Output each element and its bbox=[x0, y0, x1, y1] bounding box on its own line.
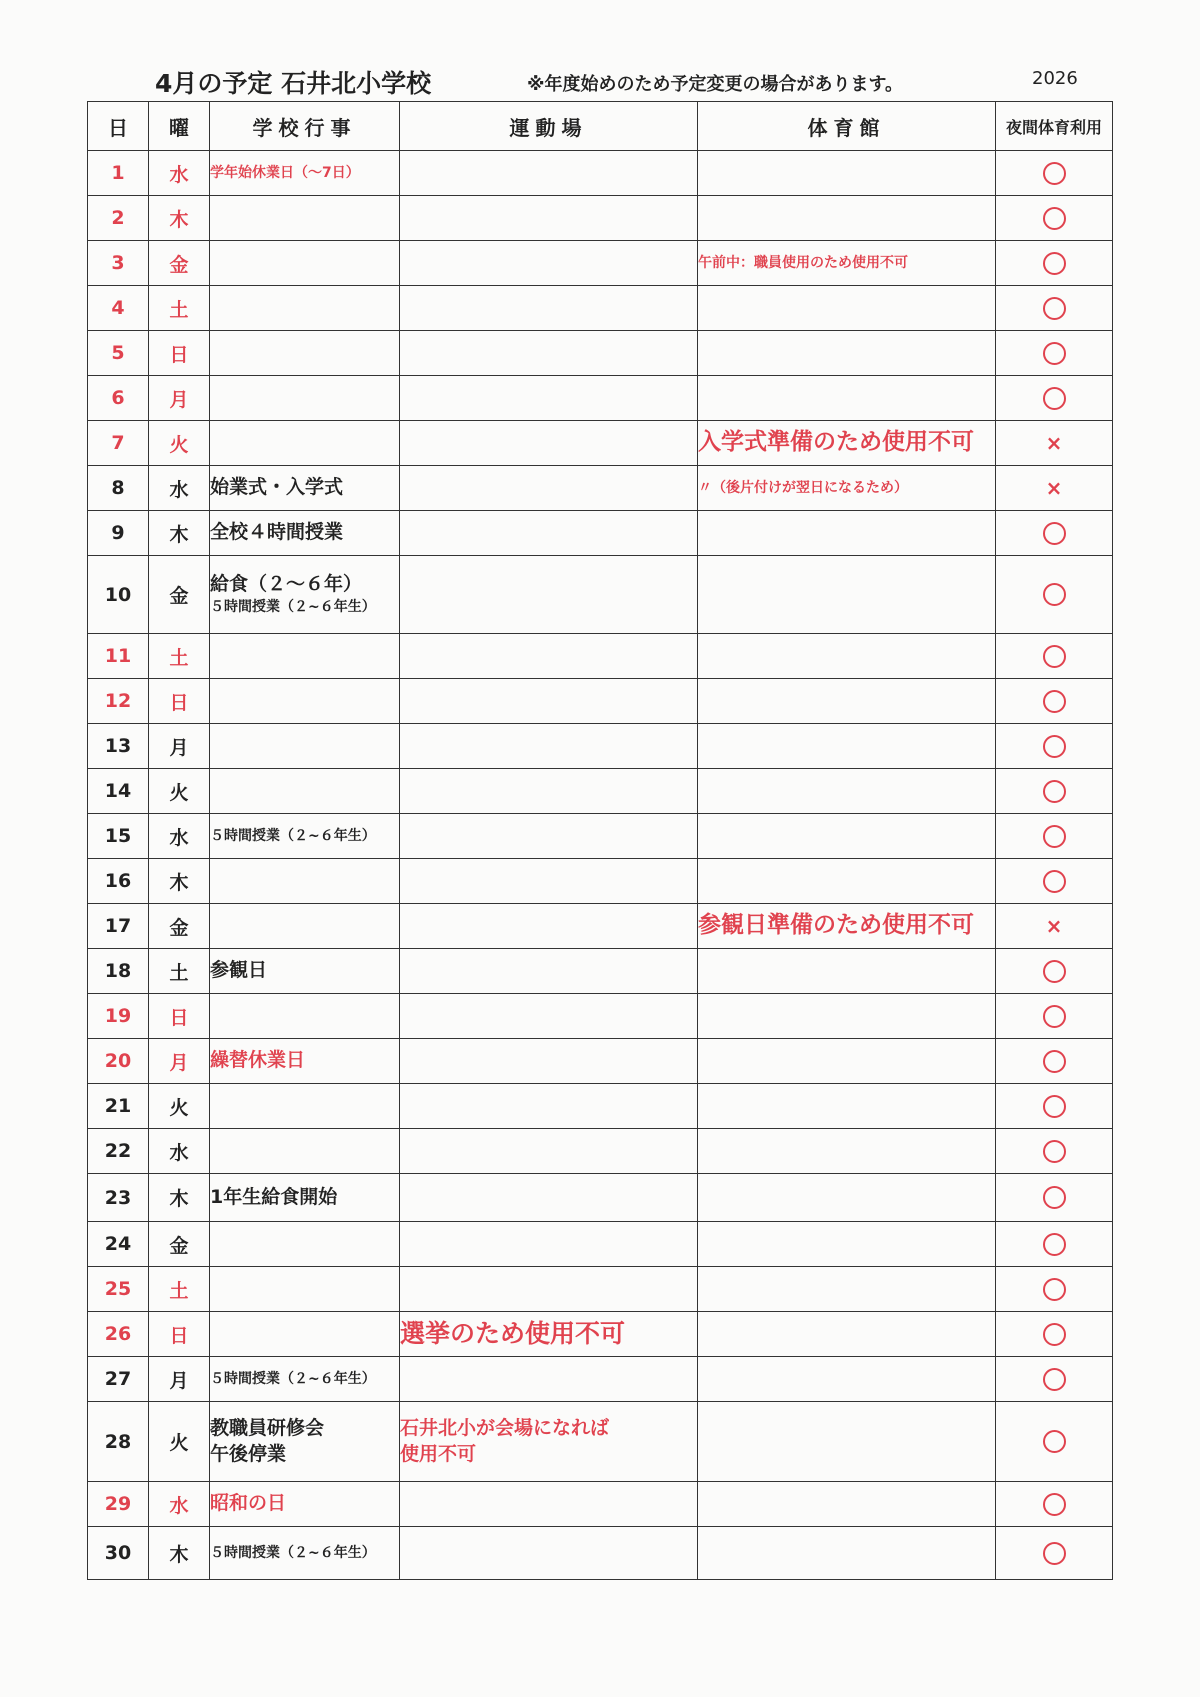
cell-gymnasium bbox=[698, 331, 996, 376]
cell-school-event bbox=[210, 376, 400, 421]
cell-night-gym-use bbox=[996, 634, 1113, 679]
cell-weekday: 日 bbox=[149, 679, 210, 724]
cell-gymnasium bbox=[698, 904, 996, 949]
cell-weekday: 木 bbox=[149, 196, 210, 241]
page-title: 4月の予定 石井北小学校 bbox=[155, 69, 432, 98]
event-text: 教職員研修会 bbox=[210, 1416, 325, 1439]
cell-sports-field bbox=[400, 1039, 698, 1084]
cell-night-gym-use bbox=[996, 1357, 1113, 1402]
available-circle-icon bbox=[1043, 1095, 1066, 1118]
cell-sports-field bbox=[400, 1174, 698, 1222]
cell-sports-field bbox=[400, 859, 698, 904]
cell-sports-field bbox=[400, 196, 698, 241]
cell-gymnasium bbox=[698, 724, 996, 769]
cell-night-gym-use bbox=[996, 151, 1113, 196]
table-row bbox=[88, 1129, 1113, 1174]
unavailable-cross-icon: × bbox=[1045, 475, 1063, 500]
cell-sports-field bbox=[400, 904, 698, 949]
table-row bbox=[88, 196, 1113, 241]
cell-night-gym-use bbox=[996, 466, 1113, 511]
cell-day: 3 bbox=[88, 241, 149, 286]
available-circle-icon bbox=[1043, 735, 1066, 758]
cell-night-gym-use bbox=[996, 511, 1113, 556]
cell-sports-field bbox=[400, 1527, 698, 1580]
cell-sports-field bbox=[400, 679, 698, 724]
available-circle-icon bbox=[1043, 1005, 1066, 1028]
cell-sports-field bbox=[400, 814, 698, 859]
table-row bbox=[88, 1357, 1113, 1402]
cell-school-event bbox=[210, 1267, 400, 1312]
cell-weekday: 金 bbox=[149, 556, 210, 634]
cell-gymnasium bbox=[698, 1084, 996, 1129]
cell-gymnasium bbox=[698, 196, 996, 241]
table-row bbox=[88, 511, 1113, 556]
unavailable-cross-icon: × bbox=[1045, 913, 1063, 938]
cell-school-event bbox=[210, 904, 400, 949]
available-circle-icon bbox=[1043, 960, 1066, 983]
cell-school-event bbox=[210, 949, 400, 994]
cell-gymnasium bbox=[698, 1174, 996, 1222]
cell-night-gym-use bbox=[996, 1312, 1113, 1357]
available-circle-icon bbox=[1043, 870, 1066, 893]
cell-gymnasium bbox=[698, 1039, 996, 1084]
cell-day: 9 bbox=[88, 511, 149, 556]
available-circle-icon bbox=[1043, 1233, 1066, 1256]
cell-gymnasium bbox=[698, 511, 996, 556]
cell-weekday: 月 bbox=[149, 724, 210, 769]
year-label: 2026 bbox=[1032, 68, 1078, 89]
cell-day: 15 bbox=[88, 814, 149, 859]
table-row bbox=[88, 241, 1113, 286]
cell-night-gym-use bbox=[996, 859, 1113, 904]
event-text: 昭和の日 bbox=[210, 1492, 287, 1515]
event-text: 始業式・入学式 bbox=[210, 476, 344, 499]
cell-day: 16 bbox=[88, 859, 149, 904]
cell-day: 10 bbox=[88, 556, 149, 634]
event-text: ５時間授業（２~６年生） bbox=[210, 598, 376, 615]
cell-night-gym-use bbox=[996, 724, 1113, 769]
cell-night-gym-use bbox=[996, 994, 1113, 1039]
cell-weekday: 日 bbox=[149, 1312, 210, 1357]
cell-school-event bbox=[210, 1129, 400, 1174]
cell-gymnasium bbox=[698, 1482, 996, 1527]
cell-day: 30 bbox=[88, 1527, 149, 1580]
table-row bbox=[88, 859, 1113, 904]
cell-weekday: 月 bbox=[149, 1039, 210, 1084]
available-circle-icon bbox=[1043, 207, 1066, 230]
schedule-change-note: ※年度始めのため予定変更の場合があります。 bbox=[527, 74, 904, 95]
table-row bbox=[88, 466, 1113, 511]
table-header-row bbox=[88, 102, 1113, 151]
cell-day: 26 bbox=[88, 1312, 149, 1357]
field-text: 選挙のため使用不可 bbox=[400, 1319, 626, 1349]
cell-gymnasium bbox=[698, 1129, 996, 1174]
cell-night-gym-use bbox=[996, 376, 1113, 421]
cell-weekday: 木 bbox=[149, 1174, 210, 1222]
schedule-body bbox=[88, 151, 1113, 1580]
cell-day: 19 bbox=[88, 994, 149, 1039]
cell-sports-field bbox=[400, 241, 698, 286]
cell-weekday: 土 bbox=[149, 949, 210, 994]
event-text: 参観日 bbox=[210, 959, 268, 982]
cell-day: 8 bbox=[88, 466, 149, 511]
cell-gymnasium bbox=[698, 859, 996, 904]
available-circle-icon bbox=[1043, 1430, 1066, 1453]
cell-night-gym-use bbox=[996, 814, 1113, 859]
table-row bbox=[88, 679, 1113, 724]
cell-day: 6 bbox=[88, 376, 149, 421]
cell-school-event bbox=[210, 466, 400, 511]
cell-school-event bbox=[210, 724, 400, 769]
cell-night-gym-use bbox=[996, 679, 1113, 724]
table-row bbox=[88, 1402, 1113, 1482]
cell-day: 29 bbox=[88, 1482, 149, 1527]
cell-weekday: 木 bbox=[149, 511, 210, 556]
cell-gymnasium bbox=[698, 634, 996, 679]
cell-sports-field bbox=[400, 286, 698, 331]
event-text: ５時間授業（２~６年生） bbox=[210, 1544, 376, 1561]
table-row bbox=[88, 904, 1113, 949]
available-circle-icon bbox=[1043, 252, 1066, 275]
gym-text: 〃（後片付けが翌日になるため） bbox=[698, 479, 908, 496]
table-row bbox=[88, 1174, 1113, 1222]
cell-day: 2 bbox=[88, 196, 149, 241]
cell-school-event bbox=[210, 196, 400, 241]
cell-school-event bbox=[210, 331, 400, 376]
cell-night-gym-use bbox=[996, 769, 1113, 814]
event-text: 給食（２～６年） bbox=[210, 573, 363, 596]
gym-text: 参観日準備のため使用不可 bbox=[698, 912, 974, 939]
cell-gymnasium bbox=[698, 421, 996, 466]
available-circle-icon bbox=[1043, 645, 1066, 668]
cell-gymnasium bbox=[698, 1357, 996, 1402]
cell-gymnasium bbox=[698, 1222, 996, 1267]
cell-school-event bbox=[210, 556, 400, 634]
cell-sports-field bbox=[400, 1482, 698, 1527]
cell-gymnasium bbox=[698, 949, 996, 994]
available-circle-icon bbox=[1043, 1493, 1066, 1516]
cell-gymnasium bbox=[698, 556, 996, 634]
table-row bbox=[88, 634, 1113, 679]
cell-school-event bbox=[210, 1312, 400, 1357]
header-school-event: 学校行事 bbox=[210, 102, 400, 151]
cell-day: 20 bbox=[88, 1039, 149, 1084]
cell-night-gym-use bbox=[996, 1527, 1113, 1580]
cell-weekday: 火 bbox=[149, 1084, 210, 1129]
event-text: ５時間授業（２~６年生） bbox=[210, 1370, 376, 1387]
cell-day: 11 bbox=[88, 634, 149, 679]
cell-day: 7 bbox=[88, 421, 149, 466]
table-row bbox=[88, 1267, 1113, 1312]
cell-school-event bbox=[210, 1039, 400, 1084]
cell-gymnasium bbox=[698, 151, 996, 196]
header-day: 日 bbox=[88, 102, 149, 151]
table-row bbox=[88, 724, 1113, 769]
cell-school-event bbox=[210, 814, 400, 859]
cell-sports-field bbox=[400, 994, 698, 1039]
table-row bbox=[88, 1482, 1113, 1527]
cell-school-event bbox=[210, 1357, 400, 1402]
page-header bbox=[155, 64, 1085, 100]
cell-weekday: 日 bbox=[149, 331, 210, 376]
field-text: 石井北小が会場になれば bbox=[400, 1416, 610, 1439]
cell-night-gym-use bbox=[996, 949, 1113, 994]
cell-weekday: 火 bbox=[149, 769, 210, 814]
cell-day: 18 bbox=[88, 949, 149, 994]
cell-gymnasium bbox=[698, 376, 996, 421]
cell-sports-field bbox=[400, 724, 698, 769]
table-row bbox=[88, 1039, 1113, 1084]
available-circle-icon bbox=[1043, 1368, 1066, 1391]
schedule-table bbox=[87, 101, 1113, 1580]
cell-weekday: 水 bbox=[149, 466, 210, 511]
table-row bbox=[88, 556, 1113, 634]
event-text: 繰替休業日 bbox=[210, 1049, 306, 1072]
cell-night-gym-use bbox=[996, 421, 1113, 466]
table-row bbox=[88, 949, 1113, 994]
cell-night-gym-use bbox=[996, 1039, 1113, 1084]
header-weekday: 曜 bbox=[149, 102, 210, 151]
cell-night-gym-use bbox=[996, 556, 1113, 634]
cell-weekday: 土 bbox=[149, 1267, 210, 1312]
cell-day: 23 bbox=[88, 1174, 149, 1222]
cell-sports-field bbox=[400, 1402, 698, 1482]
cell-gymnasium bbox=[698, 814, 996, 859]
cell-day: 4 bbox=[88, 286, 149, 331]
cell-day: 27 bbox=[88, 1357, 149, 1402]
available-circle-icon bbox=[1043, 342, 1066, 365]
cell-day: 13 bbox=[88, 724, 149, 769]
cell-weekday: 土 bbox=[149, 286, 210, 331]
gym-text: 午前中：職員使用のため使用不可 bbox=[698, 254, 908, 271]
available-circle-icon bbox=[1043, 583, 1066, 606]
cell-gymnasium bbox=[698, 769, 996, 814]
cell-day: 25 bbox=[88, 1267, 149, 1312]
cell-night-gym-use bbox=[996, 904, 1113, 949]
table-row bbox=[88, 151, 1113, 196]
available-circle-icon bbox=[1043, 1186, 1066, 1209]
cell-day: 14 bbox=[88, 769, 149, 814]
field-text: 使用不可 bbox=[400, 1442, 477, 1465]
available-circle-icon bbox=[1043, 1278, 1066, 1301]
cell-school-event bbox=[210, 241, 400, 286]
available-circle-icon bbox=[1043, 1050, 1066, 1073]
cell-night-gym-use bbox=[996, 286, 1113, 331]
cell-gymnasium bbox=[698, 241, 996, 286]
table-row bbox=[88, 1527, 1113, 1580]
cell-weekday: 月 bbox=[149, 1357, 210, 1402]
unavailable-cross-icon: × bbox=[1045, 430, 1063, 455]
cell-school-event bbox=[210, 859, 400, 904]
cell-sports-field bbox=[400, 331, 698, 376]
cell-school-event bbox=[210, 511, 400, 556]
cell-gymnasium bbox=[698, 1402, 996, 1482]
event-text: 午後停業 bbox=[210, 1442, 287, 1465]
table-row bbox=[88, 814, 1113, 859]
table-row bbox=[88, 376, 1113, 421]
cell-sports-field bbox=[400, 1312, 698, 1357]
cell-gymnasium bbox=[698, 679, 996, 724]
cell-school-event bbox=[210, 1174, 400, 1222]
table-row bbox=[88, 994, 1113, 1039]
cell-day: 22 bbox=[88, 1129, 149, 1174]
cell-school-event bbox=[210, 151, 400, 196]
cell-day: 28 bbox=[88, 1402, 149, 1482]
cell-sports-field bbox=[400, 949, 698, 994]
cell-school-event bbox=[210, 769, 400, 814]
cell-weekday: 金 bbox=[149, 904, 210, 949]
cell-gymnasium bbox=[698, 286, 996, 331]
cell-school-event bbox=[210, 421, 400, 466]
cell-school-event bbox=[210, 1084, 400, 1129]
cell-sports-field bbox=[400, 466, 698, 511]
available-circle-icon bbox=[1043, 780, 1066, 803]
cell-school-event bbox=[210, 1402, 400, 1482]
cell-night-gym-use bbox=[996, 1174, 1113, 1222]
cell-weekday: 日 bbox=[149, 994, 210, 1039]
cell-weekday: 金 bbox=[149, 241, 210, 286]
cell-weekday: 火 bbox=[149, 1402, 210, 1482]
cell-weekday: 水 bbox=[149, 151, 210, 196]
cell-sports-field bbox=[400, 1357, 698, 1402]
header-night-gym-use: 夜間体育利用 bbox=[996, 102, 1113, 151]
cell-night-gym-use bbox=[996, 1267, 1113, 1312]
cell-school-event bbox=[210, 634, 400, 679]
cell-night-gym-use bbox=[996, 1129, 1113, 1174]
available-circle-icon bbox=[1043, 387, 1066, 410]
cell-sports-field bbox=[400, 376, 698, 421]
cell-sports-field bbox=[400, 421, 698, 466]
cell-weekday: 木 bbox=[149, 1527, 210, 1580]
event-text: 全校４時間授業 bbox=[210, 521, 344, 544]
gym-text: 入学式準備のため使用不可 bbox=[698, 429, 974, 456]
cell-night-gym-use bbox=[996, 1402, 1113, 1482]
available-circle-icon bbox=[1043, 297, 1066, 320]
cell-weekday: 月 bbox=[149, 376, 210, 421]
cell-sports-field bbox=[400, 1267, 698, 1312]
table-row bbox=[88, 1084, 1113, 1129]
cell-gymnasium bbox=[698, 1267, 996, 1312]
cell-weekday: 土 bbox=[149, 634, 210, 679]
cell-gymnasium bbox=[698, 1527, 996, 1580]
table-row bbox=[88, 331, 1113, 376]
cell-gymnasium bbox=[698, 466, 996, 511]
table-row bbox=[88, 769, 1113, 814]
cell-night-gym-use bbox=[996, 331, 1113, 376]
cell-weekday: 水 bbox=[149, 1482, 210, 1527]
cell-sports-field bbox=[400, 511, 698, 556]
available-circle-icon bbox=[1043, 690, 1066, 713]
cell-school-event bbox=[210, 679, 400, 724]
cell-day: 21 bbox=[88, 1084, 149, 1129]
cell-school-event bbox=[210, 1527, 400, 1580]
cell-weekday: 木 bbox=[149, 859, 210, 904]
cell-day: 12 bbox=[88, 679, 149, 724]
cell-school-event bbox=[210, 286, 400, 331]
header-sports-field: 運動場 bbox=[400, 102, 698, 151]
available-circle-icon bbox=[1043, 162, 1066, 185]
cell-gymnasium bbox=[698, 994, 996, 1039]
available-circle-icon bbox=[1043, 1323, 1066, 1346]
cell-school-event bbox=[210, 994, 400, 1039]
cell-sports-field bbox=[400, 1129, 698, 1174]
cell-night-gym-use bbox=[996, 241, 1113, 286]
available-circle-icon bbox=[1043, 1542, 1066, 1565]
table-row bbox=[88, 286, 1113, 331]
cell-day: 24 bbox=[88, 1222, 149, 1267]
cell-day: 1 bbox=[88, 151, 149, 196]
cell-weekday: 水 bbox=[149, 1129, 210, 1174]
table-row bbox=[88, 421, 1113, 466]
event-text: ５時間授業（２~６年生） bbox=[210, 827, 376, 844]
cell-night-gym-use bbox=[996, 1482, 1113, 1527]
cell-school-event bbox=[210, 1482, 400, 1527]
cell-sports-field bbox=[400, 1222, 698, 1267]
header-gymnasium: 体育館 bbox=[698, 102, 996, 151]
event-text: 学年始休業日（～7日） bbox=[210, 164, 360, 181]
cell-sports-field bbox=[400, 634, 698, 679]
cell-sports-field bbox=[400, 556, 698, 634]
table-row bbox=[88, 1312, 1113, 1357]
cell-weekday: 水 bbox=[149, 814, 210, 859]
available-circle-icon bbox=[1043, 825, 1066, 848]
cell-night-gym-use bbox=[996, 1222, 1113, 1267]
cell-day: 5 bbox=[88, 331, 149, 376]
cell-sports-field bbox=[400, 1084, 698, 1129]
cell-school-event bbox=[210, 1222, 400, 1267]
cell-night-gym-use bbox=[996, 1084, 1113, 1129]
available-circle-icon bbox=[1043, 1140, 1066, 1163]
cell-sports-field bbox=[400, 151, 698, 196]
cell-weekday: 火 bbox=[149, 421, 210, 466]
event-text: 1年生給食開始 bbox=[210, 1185, 338, 1208]
cell-day: 17 bbox=[88, 904, 149, 949]
cell-weekday: 金 bbox=[149, 1222, 210, 1267]
table-row bbox=[88, 1222, 1113, 1267]
available-circle-icon bbox=[1043, 522, 1066, 545]
cell-night-gym-use bbox=[996, 196, 1113, 241]
cell-gymnasium bbox=[698, 1312, 996, 1357]
cell-sports-field bbox=[400, 769, 698, 814]
